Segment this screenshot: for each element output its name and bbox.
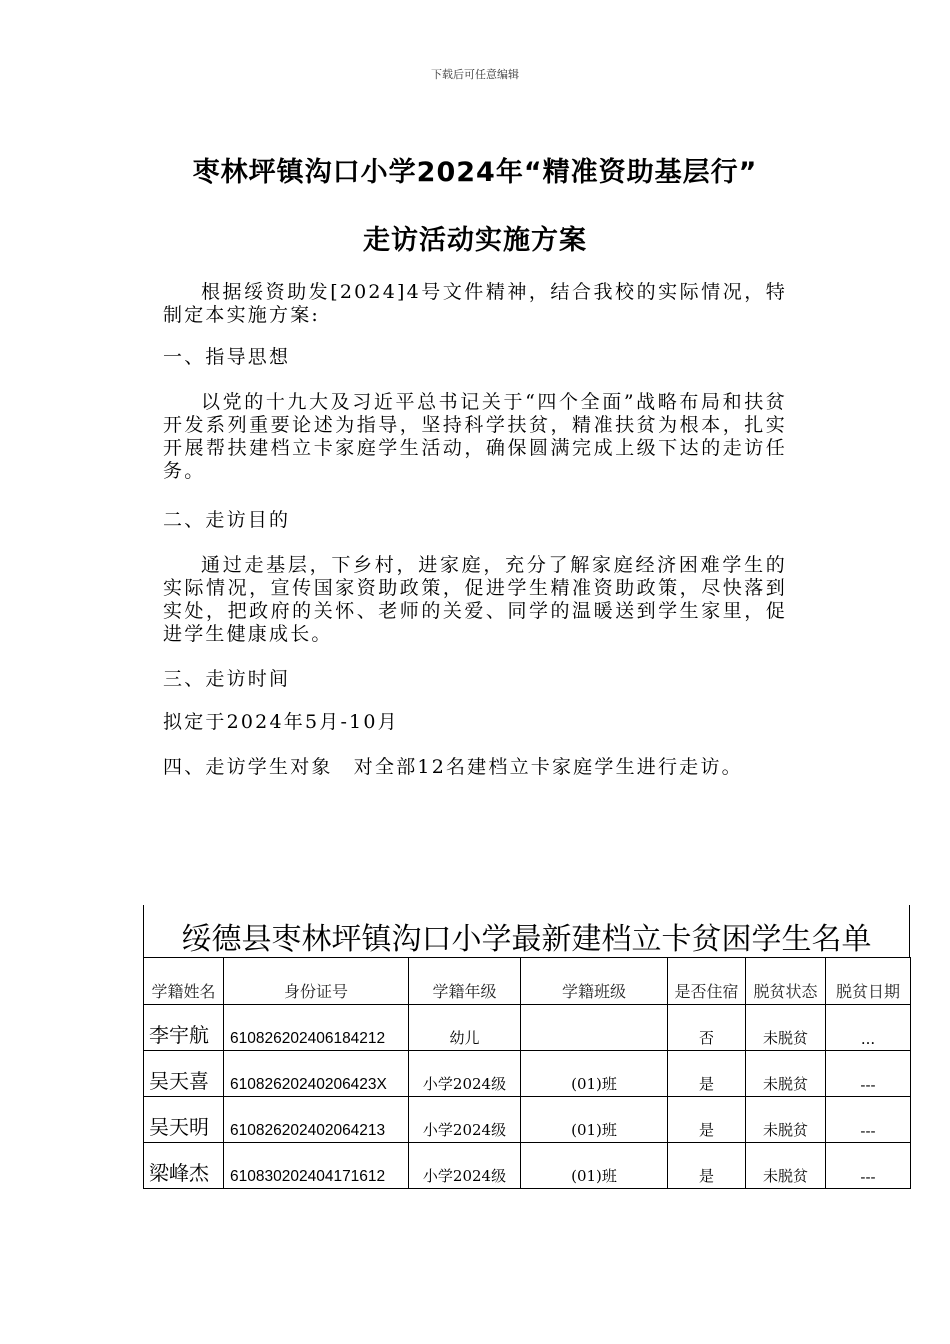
section3-heading: 三、走访时间	[163, 668, 291, 690]
cell-boarding: 是	[668, 1143, 746, 1189]
section1-heading: 一、指导思想	[163, 346, 291, 368]
cell-date: ---	[826, 1143, 911, 1189]
table-row	[144, 1097, 911, 1143]
cell-grade: 小学2024级	[409, 1051, 521, 1097]
cell-class: (01)班	[521, 1143, 668, 1189]
table-row	[144, 1143, 911, 1189]
cell-id: 610826202402064213	[224, 1097, 409, 1143]
document-title-line1: 枣林坪镇沟口小学2024年“精准资助基层行”	[192, 157, 758, 188]
cell-class: (01)班	[521, 1097, 668, 1143]
cell-status: 未脱贫	[746, 1143, 826, 1189]
cell-boarding: 否	[668, 1005, 746, 1051]
section4-paragraph: 四、走访学生对象 对全部12名建档立卡家庭学生进行走访。	[163, 756, 743, 778]
cell-name: 吴天明	[144, 1097, 224, 1143]
cell-date: ---	[826, 1051, 911, 1097]
cell-id: 610826202406184212	[224, 1005, 409, 1051]
cell-status: 未脱贫	[746, 1051, 826, 1097]
cell-class: (01)班	[521, 1051, 668, 1097]
table-row	[144, 1005, 911, 1051]
section2-heading: 二、走访目的	[163, 509, 291, 531]
col-header-boarding: 是否住宿	[668, 958, 746, 1005]
cell-boarding: 是	[668, 1097, 746, 1143]
cell-grade: 小学2024级	[409, 1097, 521, 1143]
col-header-name: 学籍姓名	[144, 958, 224, 1005]
cell-name: 吴天喜	[144, 1051, 224, 1097]
cell-grade: 幼儿	[409, 1005, 521, 1051]
section3-paragraph: 拟定于2024年5月-10月	[163, 711, 399, 733]
cell-name: 梁峰杰	[144, 1143, 224, 1189]
table-header-row	[144, 958, 911, 1005]
cell-name: 李宇航	[144, 1005, 224, 1051]
col-header-status: 脱贫状态	[746, 958, 826, 1005]
col-header-grade: 学籍年级	[409, 958, 521, 1005]
intro-paragraph: 根据绥资助发[2024]4号文件精神，结合我校的实际情况，特制定本实施方案:	[163, 281, 787, 326]
cell-class	[521, 1005, 668, 1051]
section1-paragraph: 以党的十九大及习近平总书记关于“四个全面”战略布局和扶贫开发系列重要论述为指导，坚持科学扶贫，精准扶贫为根本，扎实开展帮扶建档立卡家庭学生活动，确保圆满完成上级下达的走访任务。	[163, 391, 787, 482]
header-note: 下载后可任意编辑	[431, 68, 519, 81]
cell-grade: 小学2024级	[409, 1143, 521, 1189]
cell-id: 610830202404171612	[224, 1143, 409, 1189]
cell-date: ---	[826, 1097, 911, 1143]
student-list-table	[143, 957, 911, 1189]
cell-boarding: 是	[668, 1051, 746, 1097]
student-list-table-container	[143, 905, 910, 1189]
document-title-line2: 走访活动实施方案	[363, 225, 587, 256]
table-row	[144, 1051, 911, 1097]
cell-status: 未脱贫	[746, 1005, 826, 1051]
col-header-class: 学籍班级	[521, 958, 668, 1005]
table-title: 绥德县枣林坪镇沟口小学最新建档立卡贫困学生名单	[143, 905, 910, 957]
section2-paragraph: 通过走基层，下乡村，进家庭，充分了解家庭经济困难学生的实际情况，宣传国家资助政策，促进学生精准资助政策，尽快落到实处，把政府的关怀、老师的关爱、同学的温暖送到学生家里，促进学生健康成长。	[163, 554, 787, 645]
cell-status: 未脱贫	[746, 1097, 826, 1143]
col-header-date: 脱贫日期	[826, 958, 911, 1005]
col-header-id: 身份证号	[224, 958, 409, 1005]
cell-id: 61082620240206423X	[224, 1051, 409, 1097]
cell-date: ...	[826, 1005, 911, 1051]
